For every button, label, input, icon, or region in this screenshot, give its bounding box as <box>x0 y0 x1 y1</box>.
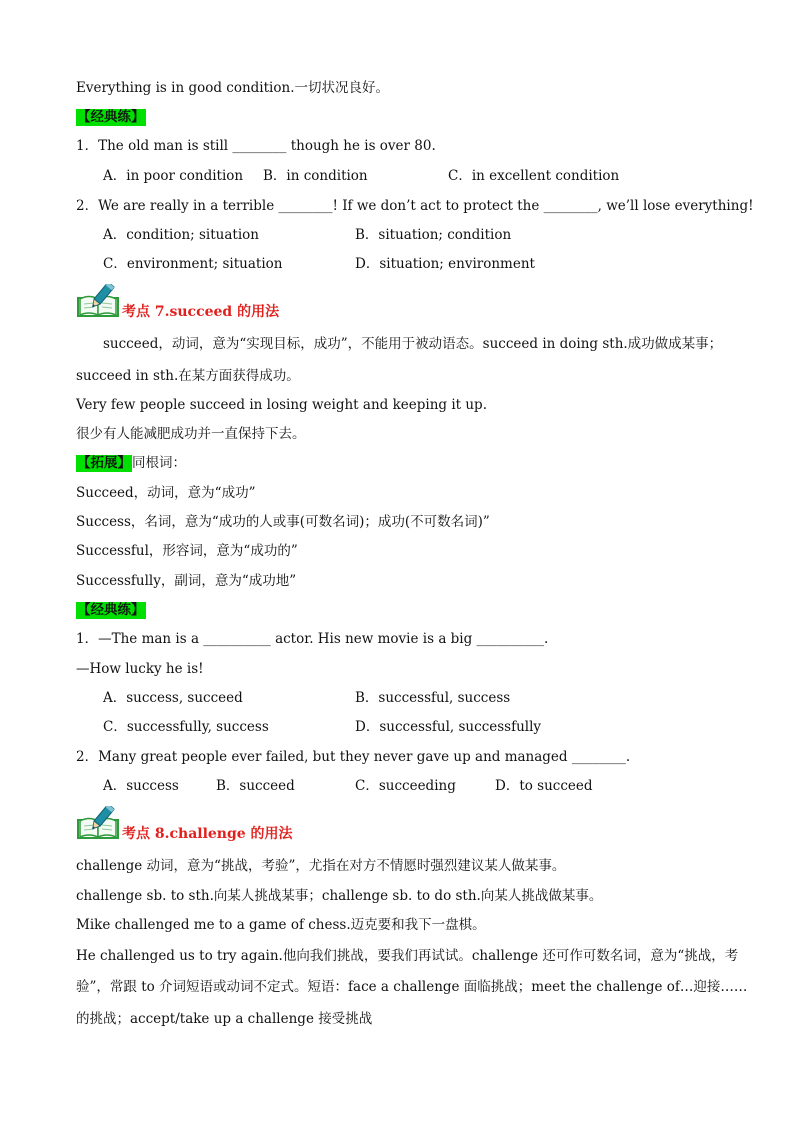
section-title: 考点 8.challenge 的用法 <box>122 826 293 842</box>
option-d: D．situation; environment <box>355 256 535 272</box>
word-form: Successful，形容词，意为“成功的” <box>76 543 298 559</box>
question-stem: 1．—The man is a __________ actor. His new movie is a big __________. <box>76 631 549 647</box>
word-form: Successfully，副词，意为“成功地” <box>76 573 297 589</box>
option-c: C．environment; situation <box>103 256 283 272</box>
section-title: 考点 7.succeed 的用法 <box>122 304 280 320</box>
book-pencil-icon <box>76 806 122 842</box>
word-form: Success，名词，意为“成功的人或事(可数名词)；成功(不可数名词)” <box>76 514 490 530</box>
extend-tag: 【拓展】 <box>77 455 131 471</box>
option-a: A．condition; situation <box>103 227 259 243</box>
option-a: A．success <box>103 778 179 794</box>
option-a: A．in poor condition <box>103 168 244 184</box>
example-sentence: Everything is in good condition.一切状况良好。 <box>76 80 389 96</box>
option-b: B．succeed <box>216 778 295 794</box>
paragraph: 的挑战；accept/take up a challenge 接受挑战 <box>76 1011 373 1027</box>
example-sentence: Mike challenged me to a game of chess.迈克要和我下一盘棋。 <box>76 917 486 933</box>
option-c: C．succeeding <box>355 778 456 794</box>
example-sentence: Very few people succeed in losing weight and keeping it up. <box>76 397 487 413</box>
paragraph: challenge 动词，意为“挑战，考验”，尤指在对方不情愿时强烈建议某人做某事。 <box>76 858 566 874</box>
paragraph: challenge sb. to sth.向某人挑战某事；challenge sb. to do sth.向某人挑战做某事。 <box>76 888 603 904</box>
extend-line <box>76 454 186 472</box>
question-reply: —How lucky he is! <box>76 661 204 677</box>
paragraph: succeed in sth.在某方面获得成功。 <box>76 368 300 384</box>
option-a: A．success, succeed <box>103 690 243 706</box>
book-pencil-icon <box>76 284 122 320</box>
word-form: Succeed，动词，意为“成功” <box>76 485 256 501</box>
practice-label <box>76 108 146 126</box>
paragraph: He challenged us to try again.他向我们挑战，要我们再试试。challenge 还可作可数名词，意为“挑战，考 <box>76 948 739 964</box>
option-d: D．to succeed <box>495 778 593 794</box>
practice-tag: 【经典练】 <box>77 602 145 618</box>
option-d: D．successful, successfully <box>355 719 542 735</box>
option-b: B．situation; condition <box>355 227 512 243</box>
example-translation: 很少有人能减肥成功并一直保持下去。 <box>76 426 306 442</box>
option-b: B．successful, success <box>355 690 511 706</box>
paragraph: succeed，动词，意为“实现目标，成功”，不能用于被动语态。succeed in doing sth.成功做成某事； <box>103 336 723 352</box>
option-b: B．in condition <box>263 168 368 184</box>
option-c: C．in excellent condition <box>448 168 620 184</box>
option-c: C．successfully, success <box>103 719 269 735</box>
question-stem: 2．We are really in a terrible ________! If we don’t act to protect the ________, we’ll lose everything! <box>76 198 754 214</box>
question-stem: 1．The old man is still ________ though he is over 80. <box>76 138 436 154</box>
practice-label <box>76 601 146 619</box>
paragraph: 验”，常跟 to 介词短语或动词不定式。短语：face a challenge 面临挑战；meet the challenge of…迎接…… <box>76 979 748 995</box>
practice-tag: 【经典练】 <box>77 109 145 125</box>
extend-text: 同根词： <box>132 455 186 471</box>
question-stem: 2．Many great people ever failed, but they never gave up and managed ________. <box>76 749 631 765</box>
